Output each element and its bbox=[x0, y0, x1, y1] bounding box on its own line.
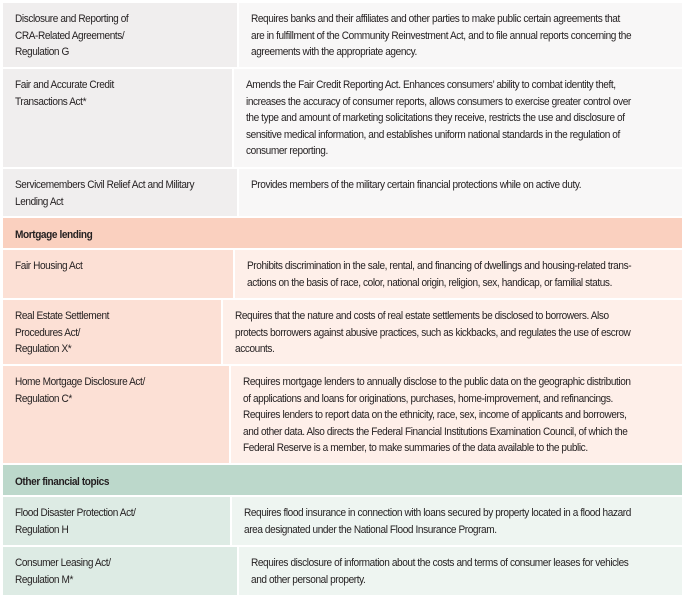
law-description bbox=[244, 505, 673, 538]
law-description-line: sensitive medical information, and establishes uniform national standards in the regulation of bbox=[246, 128, 621, 141]
law-name-line: Fair Housing Act bbox=[15, 260, 83, 272]
section-header bbox=[3, 465, 682, 497]
law-description-line: are in fulfillment of the Community Reinvestment Act, and to file annual reports concerning the bbox=[251, 29, 632, 42]
law-description bbox=[243, 374, 673, 457]
law-description-line: the type and amount of marketing solicitations they receive, restricts the use and disclosure of bbox=[246, 112, 626, 125]
law-name-cell bbox=[3, 366, 231, 463]
law-name-cell bbox=[3, 497, 232, 545]
law-description-line: protects borrowers against abusive practices, such as kickbacks, and regulates the use of escrow bbox=[234, 326, 631, 339]
law-description-line: Federal Reserve is a member, to make summaries of the data available to the public. bbox=[243, 442, 589, 455]
section-header-label bbox=[15, 474, 615, 495]
law-description-line: Requires that the nature and costs of real estate settlements be disclosed to borrowers. Also bbox=[234, 310, 609, 322]
law-name-cell bbox=[3, 547, 239, 595]
law-description-cell bbox=[234, 69, 682, 167]
law-description-line: Requires lenders to report data on the ethnicity, race, sex, income of applicants and borrowers, bbox=[243, 409, 627, 422]
law-name-cell bbox=[3, 3, 239, 67]
law-description-line: Requires banks and their affiliates and other parties to make public certain agreements that bbox=[251, 13, 620, 25]
law-name-line: CRA-Related Agreements/ bbox=[15, 29, 125, 42]
law-name bbox=[15, 374, 221, 407]
law-name-line: Transactions Act* bbox=[15, 95, 87, 108]
law-name bbox=[15, 11, 229, 61]
law-description-cell bbox=[231, 366, 682, 463]
law-description-line: actions on the basis of race, color, national origin, religion, sex, handicap, or familial status. bbox=[247, 276, 613, 289]
law-name-line: Consumer Leasing Act/ bbox=[15, 557, 111, 569]
law-name-cell bbox=[3, 169, 239, 216]
law-name bbox=[15, 555, 229, 588]
table-row bbox=[3, 250, 682, 300]
table-row bbox=[3, 366, 682, 465]
section-header-text: Other financial topics bbox=[15, 476, 110, 488]
law-description-cell bbox=[239, 169, 682, 216]
law-name-line: Procedures Act/ bbox=[15, 326, 81, 339]
law-description-line: Requires flood insurance in connection with loans secured by property located in a flood hazard bbox=[244, 507, 632, 519]
law-name-line: Disclosure and Reporting of bbox=[15, 13, 129, 25]
table-row bbox=[3, 547, 682, 597]
law-name-line: Regulation H bbox=[15, 523, 69, 536]
law-description-line: agreements with the appropriate agency. bbox=[251, 46, 417, 59]
law-description-line: Requires mortgage lenders to annually disclose to the public data on the geographic distribution bbox=[243, 376, 631, 388]
law-description bbox=[251, 11, 674, 61]
law-description-cell bbox=[235, 250, 682, 298]
law-name-line: Home Mortgage Disclosure Act/ bbox=[15, 376, 145, 388]
law-description-line: Requires disclosure of information about the costs and terms of consumer leases for vehicles bbox=[251, 557, 629, 569]
law-name-line: Flood Disaster Protection Act/ bbox=[15, 507, 136, 519]
table-row bbox=[3, 169, 682, 218]
law-description-line: accounts. bbox=[234, 343, 275, 356]
law-description-line: Provides members of the military certain financial protections while on active duty. bbox=[251, 179, 582, 191]
law-description-cell bbox=[239, 3, 682, 67]
table-row bbox=[3, 69, 682, 169]
law-name-line: Regulation C* bbox=[15, 392, 72, 405]
law-name-line: Real Estate Settlement bbox=[15, 310, 110, 322]
table-row bbox=[3, 300, 682, 366]
law-name bbox=[15, 505, 222, 538]
law-description bbox=[235, 308, 674, 358]
table-row bbox=[3, 497, 682, 547]
law-name-line: Regulation M* bbox=[15, 573, 73, 586]
law-description bbox=[247, 258, 673, 291]
law-name-line: Lending Act bbox=[15, 195, 64, 208]
law-description-line: increases the accuracy of consumer reports, allows consumers to exercise greater control over bbox=[246, 95, 632, 108]
law-name-line: Regulation G bbox=[15, 46, 69, 59]
law-name-line: Fair and Accurate Credit bbox=[15, 79, 114, 91]
law-description-line: consumer reporting. bbox=[246, 145, 329, 158]
section-header-label bbox=[15, 227, 615, 248]
table-row bbox=[3, 3, 682, 69]
law-name bbox=[15, 77, 224, 110]
law-description bbox=[251, 555, 674, 588]
law-description-cell bbox=[239, 547, 682, 595]
law-name-line: Regulation X* bbox=[15, 343, 72, 356]
law-description-line: and other personal property. bbox=[251, 573, 366, 586]
section-header-text: Mortgage lending bbox=[15, 229, 93, 241]
law-description-line: area designated under the National Flood Insurance Program. bbox=[244, 523, 497, 536]
law-description-line: Amends the Fair Credit Reporting Act. Enhances consumers’ ability to combat identity theft, bbox=[246, 79, 617, 91]
law-name-cell bbox=[3, 300, 223, 364]
section-header bbox=[3, 218, 682, 250]
law-name bbox=[15, 177, 229, 210]
law-description-line: Prohibits discrimination in the sale, rental, and financing of dwellings and housing-related trans- bbox=[247, 260, 632, 272]
law-name bbox=[15, 258, 225, 275]
law-name-cell bbox=[3, 250, 235, 298]
law-description-line: and other data. Also directs the Federal Financial Institutions Examination Council, of which the bbox=[243, 425, 628, 438]
law-description-line: of applications and loans for originations, purchases, home-improvement, and refinancings. bbox=[243, 392, 614, 405]
regulations-table bbox=[3, 3, 682, 597]
law-name-line: Servicemembers Civil Relief Act and Military bbox=[15, 179, 195, 191]
law-description-cell bbox=[232, 497, 682, 545]
law-name bbox=[15, 308, 212, 358]
law-name-cell bbox=[3, 69, 234, 167]
law-description bbox=[251, 177, 674, 194]
law-description-cell bbox=[223, 300, 682, 364]
law-description bbox=[246, 77, 673, 160]
